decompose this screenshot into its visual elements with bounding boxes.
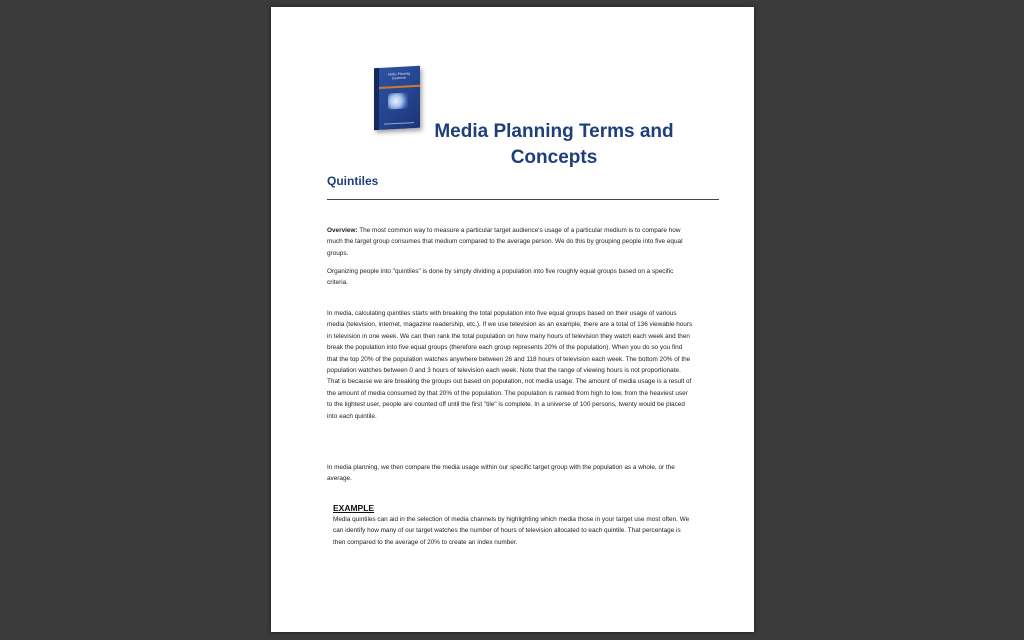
example-paragraph: Media quintiles can aid in the selection of media channels by highlighting which media those in your target use most often. We can identify how many of our target watches the number of hours of television allocated to each quintile. That percentage is then compared to the average of 20% to create an index number. [333, 516, 690, 546]
book-cover-art [388, 92, 408, 109]
example-heading: EXAMPLE [333, 503, 375, 513]
organizing-paragraph: Organizing people into "quintiles" is done by simply dividing a population into five roughly equal groups based on a specific criteria. [327, 268, 674, 287]
section-divider [327, 199, 719, 200]
book-cover-band [379, 85, 420, 89]
book-spine [374, 68, 379, 130]
section-heading: Quintiles [327, 174, 379, 188]
media-paragraph: In media, calculating quintiles starts with breaking the total population into five equal groups based on their usage of various media (television, internet, magazine readership, etc.). If we use television as an example, there are a total of 136 viewable hours in television in one week. We can then rank the total population on how many hours of television they watch each week and then break the population into five equal groups (therefore each group represents 20% of the population). When you do so you find that the top 20% of the population watches anywhere between 26 and 118 hours of television each week. The bottom 20% of the population watches between 0 and 3 hours of television each week. Note that the range of viewing hours is not proportionate. That is because we are breaking the groups out based on population, not media usage. The amount of media usage is a result of the amount of media consumed by that 20% of the population. The population is ranked from high to low, from the heaviest user to the lightest user, people are counted off until the first "tile" is complete. In a universe of 100 persons, twenty would be placed into each quintile. [327, 310, 693, 420]
book-cover-title-line1: Media Planning [387, 71, 411, 77]
book-cover-title-line2: Essentials [392, 75, 406, 81]
page-title [419, 119, 689, 171]
planning-paragraph: In media planning, we then compare the media usage within our specific target group with the population as a whole, or the average. [327, 464, 675, 483]
book-cover-footer [384, 122, 414, 125]
book-cover-image [374, 66, 420, 130]
book-cover-title [381, 71, 417, 81]
overview-paragraph [327, 225, 693, 259]
overview-text: The most common way to measure a particular target audience's usage of a particular medium is to compare how much the target group consumes that medium compared to the average person. We do this by grouping people into five equal groups. [327, 227, 683, 257]
page-title-line2: Concepts [510, 147, 598, 168]
document-page [271, 7, 754, 632]
overview-label: Overview: [327, 227, 358, 234]
page-title-line1: Media Planning Terms and [434, 121, 674, 142]
